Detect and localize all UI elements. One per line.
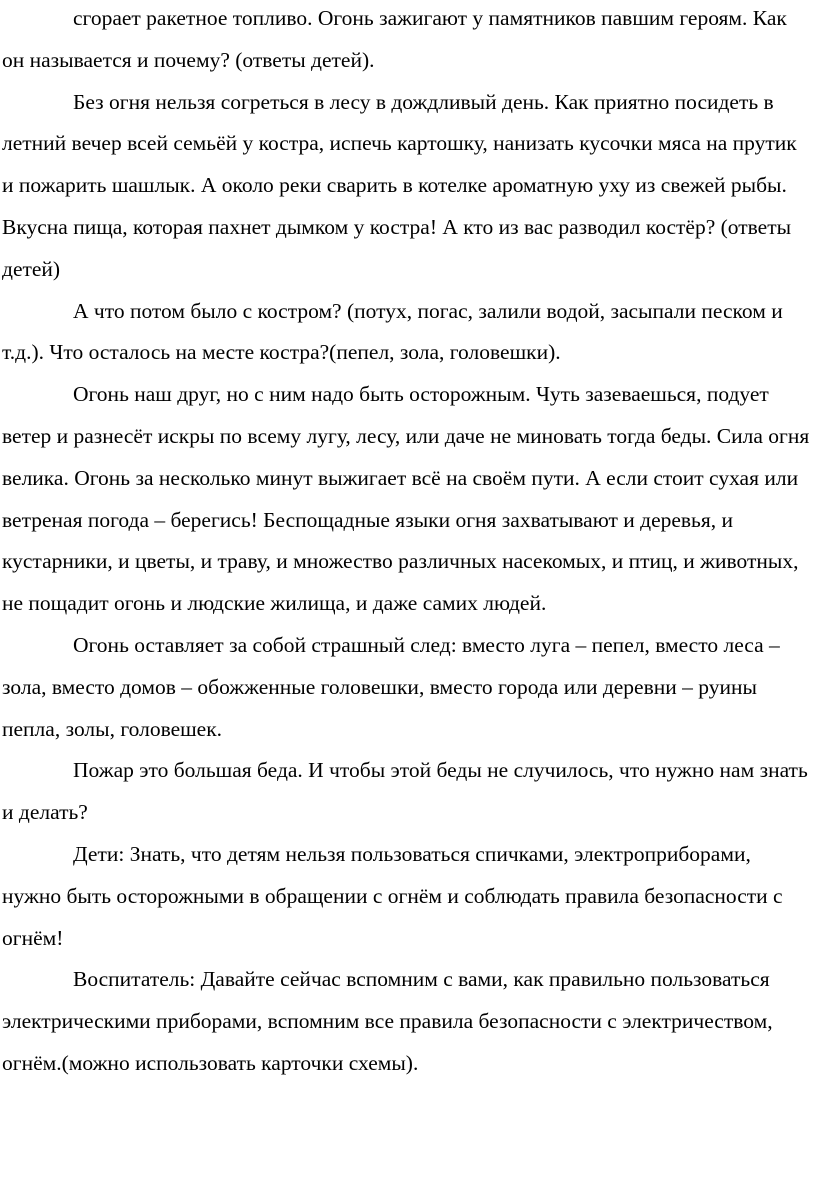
paragraph-2: Без огня нельзя согреться в лесу в дождливый день. Как приятно посидеть в летний вечер всей семьёй у костра, испечь картошку, нанизать кусочки мяса на прутик и пожарить шашлык. А около реки сварить в котелке ароматную уху из свежей рыбы. Вкусна пища, которая пахнет дымком у костра! А кто из вас разводил костёр? (ответы детей) (2, 89, 797, 281)
paragraph-1: сгорает ракетное топливо. Огонь зажигают у памятников павшим героям. Как он называется и почему? (ответы детей). (2, 6, 787, 72)
paragraph-4: Огонь наш друг, но с ним надо быть осторожным. Чуть зазеваешься, подует ветер и разнесёт искры по всему лугу, лесу, или даче не миновать тогда беды. Сила огня велика. Огонь за несколько минут выжигает всё на своём пути. А если стоит сухая или ветреная погода – берегись! Беспощадные языки огня захватывают и деревья, и кустарники, и цветы, и траву, и множество различных насекомых, и птиц, и животных, не пощадит огонь и людские жилища, и даже самих людей. (2, 382, 810, 616)
paragraph-5: Огонь оставляет за собой страшный след: вместо луга – пепел, вместо леса – зола, вместо домов – обожженные головешки, вместо города или деревни – руины пепла, золы, головешек. (2, 632, 780, 741)
paragraph-6: Пожар это большая беда. И чтобы этой беды не случилось, что нужно нам знать и делать? (2, 758, 808, 825)
paragraph-7: Дети: Знать, что детям нельзя пользоваться спичками, электроприборами, нужно быть осторожными в обращении с огнём и соблюдать правила безопасности с огнём! (2, 841, 783, 950)
paragraph-3: А что потом было с костром? (потух, погас, залили водой, засыпали песком и т.д.). Что осталось на месте костра?(пепел, зола, головешки). (2, 298, 783, 365)
paragraph-8: Воспитатель: Давайте сейчас вспомним с вами, как правильно пользоваться электрическими приборами, вспомним все правила безопасности с электричеством, огнём.(можно использовать карточки схемы). (2, 967, 773, 1075)
